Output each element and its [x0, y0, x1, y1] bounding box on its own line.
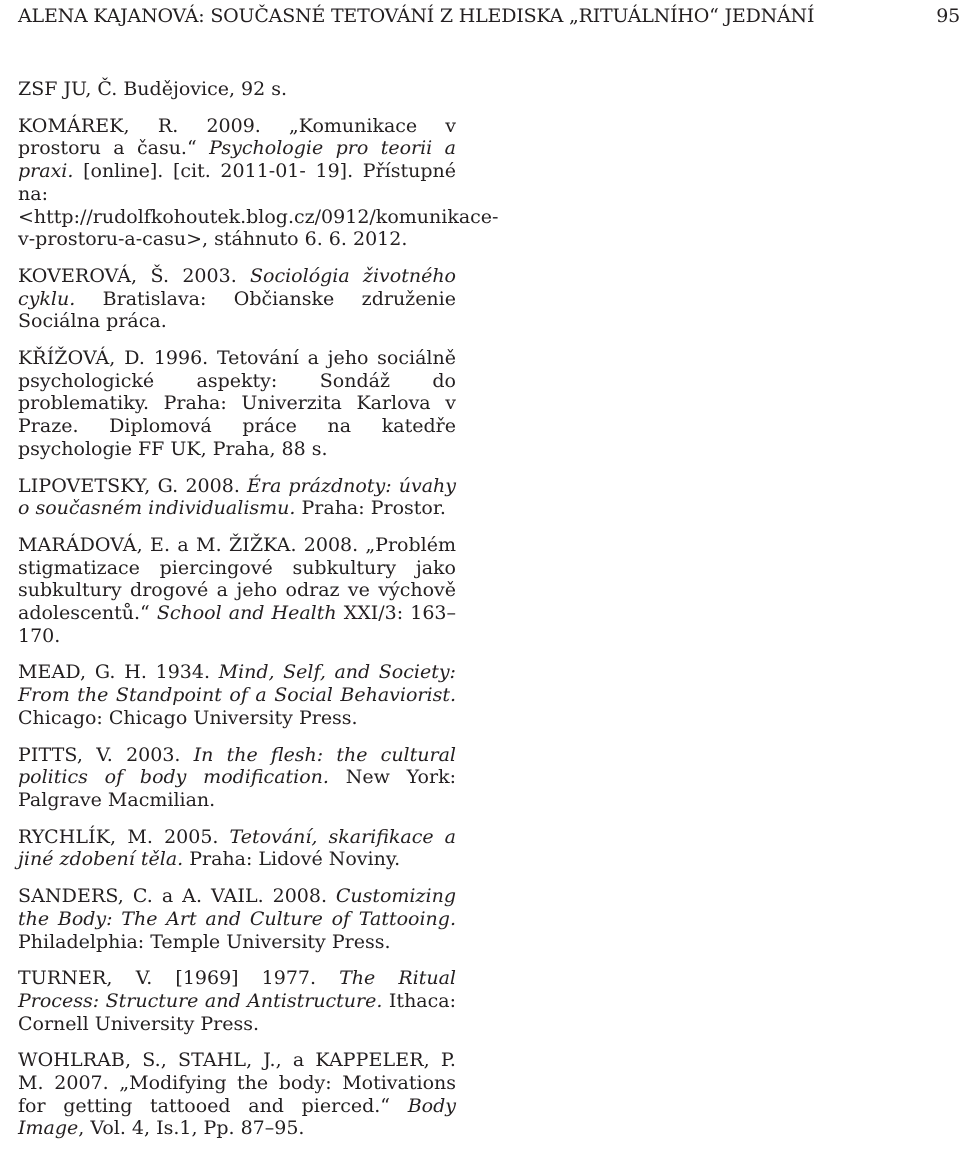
reference-author: WOHLRAB, S., STAHL, J., a KAPPELER, P. M. — [18, 1049, 456, 1095]
reference-text: „Modifying the body: Motivations for getting tattooed and pierced.“ — [18, 1072, 456, 1117]
reference-year: 2003. — [182, 264, 237, 287]
reference-author: KOVEROVÁ, Š. — [18, 264, 170, 287]
reference-item — [18, 78, 456, 101]
reference-publisher: , Vol. 4, Is.1, Pp. 87–95. — [78, 1117, 305, 1140]
reference-publisher: Chicago: Chicago University Press. — [18, 706, 358, 729]
reference-title: Éra prázdnoty: úvahy o současném individualismu. — [18, 474, 457, 520]
reference-title: The Ritual Process: Structure and Antistructure. — [18, 967, 456, 1012]
reference-list — [18, 78, 499, 1154]
reference-year: [1969] 1977. — [175, 967, 317, 990]
reference-author: PITTS, V. — [18, 743, 113, 766]
reference-title: Sociológia životného cyklu. — [18, 264, 456, 310]
reference-author: MARÁDOVÁ, E. a M. ŽIŽKA. — [18, 533, 297, 556]
reference-publisher: Philadelphia: Temple University Press. — [18, 930, 391, 953]
reference-text: Tetování a jeho sociálně psychologické aspekty: Sondáž do problematiky. Praha: Univerzita Karlova v Praze. Diplomová práce na katedře psychologie FF UK, Praha, 88 s. — [18, 347, 456, 460]
reference-author: KŘÍŽOVÁ, D. — [18, 347, 146, 370]
reference-year: 2008. — [185, 474, 240, 497]
reference-year: 1934. — [155, 661, 211, 684]
reference-text: „Komunikace v prostoru a času.“ — [18, 114, 456, 160]
page-number: 95 — [936, 5, 960, 27]
reference-item — [18, 347, 456, 461]
reference-text: „Problém stigmatizace piercingové subkultury jako subkultury drogové a jeho odraz ve výchově adolescentů.“ — [18, 533, 456, 625]
reference-year: 2008. — [303, 533, 359, 556]
reference-publisher: New York: Palgrave Macmilian. — [18, 766, 456, 811]
reference-author: MEAD, G. H. — [18, 661, 148, 684]
reference-year: 2009. — [206, 114, 261, 137]
reference-title: School and Health — [156, 602, 337, 625]
reference-publisher: XXI/3: 163–170. — [18, 602, 457, 647]
reference-item — [18, 1049, 456, 1140]
reference-item — [18, 744, 456, 812]
reference-item — [18, 114, 499, 251]
reference-publisher: [online]. [cit. 2011-01- 19]. Přístupné na: <http://rudolfkohoutek.blog.cz/0912/komunikace-v-prostoru-a-casu>, stáhnuto 6. 6. 2012. — [18, 160, 499, 251]
reference-title: Mind, Self, and Society: From the Standpoint of a Social Behaviorist. — [18, 661, 456, 707]
reference-author: SANDERS, C. a A. VAIL. — [18, 885, 264, 908]
reference-year: 2005. — [164, 825, 219, 848]
reference-publisher: Ithaca: Cornell University Press. — [18, 989, 456, 1035]
reference-title: In the flesh: the cultural politics of body modification. — [18, 743, 456, 789]
reference-title: Tetování, skarifikace a jiné zdobení těla. — [18, 825, 457, 871]
reference-year: 1996. — [153, 347, 209, 370]
reference-year: 2008. — [272, 885, 328, 908]
reference-item — [18, 475, 456, 520]
reference-year: 2007. — [54, 1072, 109, 1095]
reference-publisher: Praha: Prostor. — [301, 497, 446, 520]
reference-year: 2003. — [126, 743, 181, 766]
reference-author: LIPOVETSKY, G. — [18, 474, 179, 497]
running-head-title: ALENA KAJANOVÁ: SOUČASNÉ TETOVÁNÍ Z HLEDISKA „RITUÁLNÍHO“ JEDNÁNÍ — [18, 5, 815, 27]
reference-item — [18, 265, 456, 333]
reference-item — [18, 885, 456, 953]
reference-author: RYCHLÍK, M. — [18, 825, 154, 848]
reference-title: Customizing the Body: The Art and Culture of Tattooing. — [18, 885, 456, 930]
reference-title: Body Image — [18, 1094, 456, 1140]
reference-text: ZSF JU, Č. Budějovice, 92 s. — [18, 78, 288, 100]
reference-title: Psychologie pro teorii a praxi. — [18, 137, 457, 183]
reference-author: TURNER, V. — [18, 967, 153, 990]
reference-item — [18, 967, 456, 1035]
reference-author: KOMÁREK, R. — [18, 114, 179, 137]
reference-publisher: Praha: Lidové Noviny. — [189, 848, 401, 871]
reference-publisher: Bratislava: Občianske združenie Sociálna práca. — [18, 287, 456, 333]
reference-item — [18, 661, 456, 729]
reference-item — [18, 534, 456, 648]
reference-item — [18, 826, 456, 871]
